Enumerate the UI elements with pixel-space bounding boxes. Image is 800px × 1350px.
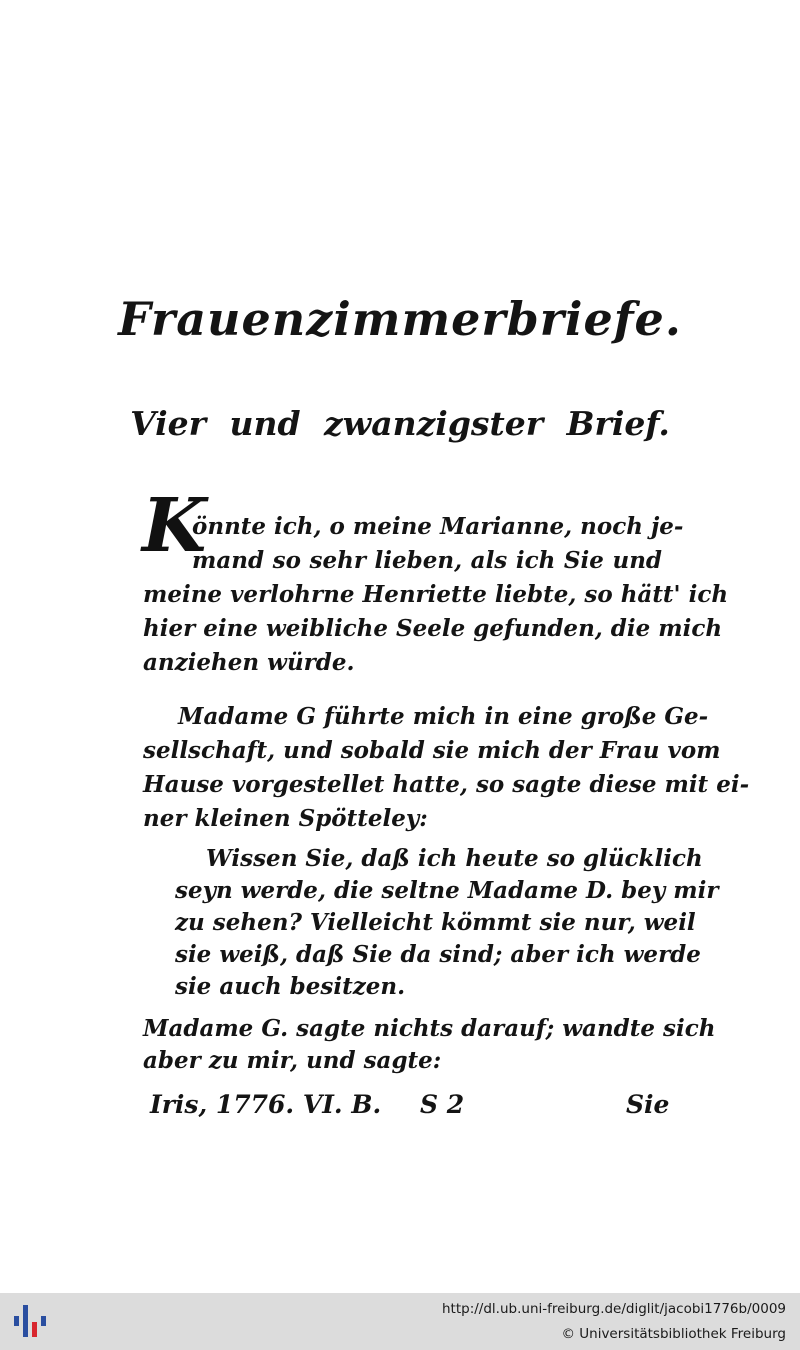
text-line: mand so sehr lieben, als ich Sie und — [192, 547, 662, 574]
document-url-link[interactable]: http://dl.ub.uni-freiburg.de/diglit/jacobi1776b/0009 — [442, 1301, 786, 1317]
text-line: Madame G führte mich in eine große Ge- — [178, 703, 709, 730]
signature-line: Iris, 1776. VI. B. — [150, 1090, 382, 1119]
text-line: önnte ich, o meine Marianne, noch je- — [192, 513, 684, 540]
text-line: zu sehen? Vielleicht kömmt sie nur, weil — [175, 909, 696, 936]
text-line: anziehen würde. — [143, 649, 355, 676]
sheet-mark: S 2 — [420, 1090, 465, 1119]
text-line: sie weiß, daß Sie da sind; aber ich werde — [175, 941, 701, 968]
text-line: sellschaft, und sobald sie mich der Frau vom — [143, 737, 721, 764]
text-line: Madame G. sagte nichts darauf; wandte sich — [143, 1015, 716, 1042]
text-line: ner kleinen Spötteley: — [143, 805, 428, 832]
text-line: aber zu mir, und sagte: — [143, 1047, 442, 1074]
text-line: Hause vorgestellet hatte, so sagte diese mit ei- — [143, 771, 750, 798]
drop-cap: K — [142, 483, 207, 569]
text-line: sie auch besitzen. — [175, 973, 406, 1000]
catchword: Sie — [626, 1090, 670, 1119]
ub-freiburg-logo-icon[interactable] — [12, 1303, 48, 1339]
viewer-footer-bar — [0, 1293, 800, 1350]
page-title: Frauenzimmerbriefe. — [118, 292, 682, 346]
letter-heading: Vier und zwanzigster Brief. — [130, 404, 670, 443]
text-line: meine verlohrne Henriette liebte, so hätt' ich — [143, 581, 729, 608]
text-line: Wissen Sie, daß ich heute so glücklich — [206, 845, 703, 872]
text-line: seyn werde, die seltne Madame D. bey mir — [175, 877, 719, 904]
copyright-notice: © Universitätsbibliothek Freiburg — [561, 1326, 786, 1342]
text-line: hier eine weibliche Seele gefunden, die mich — [143, 615, 723, 642]
